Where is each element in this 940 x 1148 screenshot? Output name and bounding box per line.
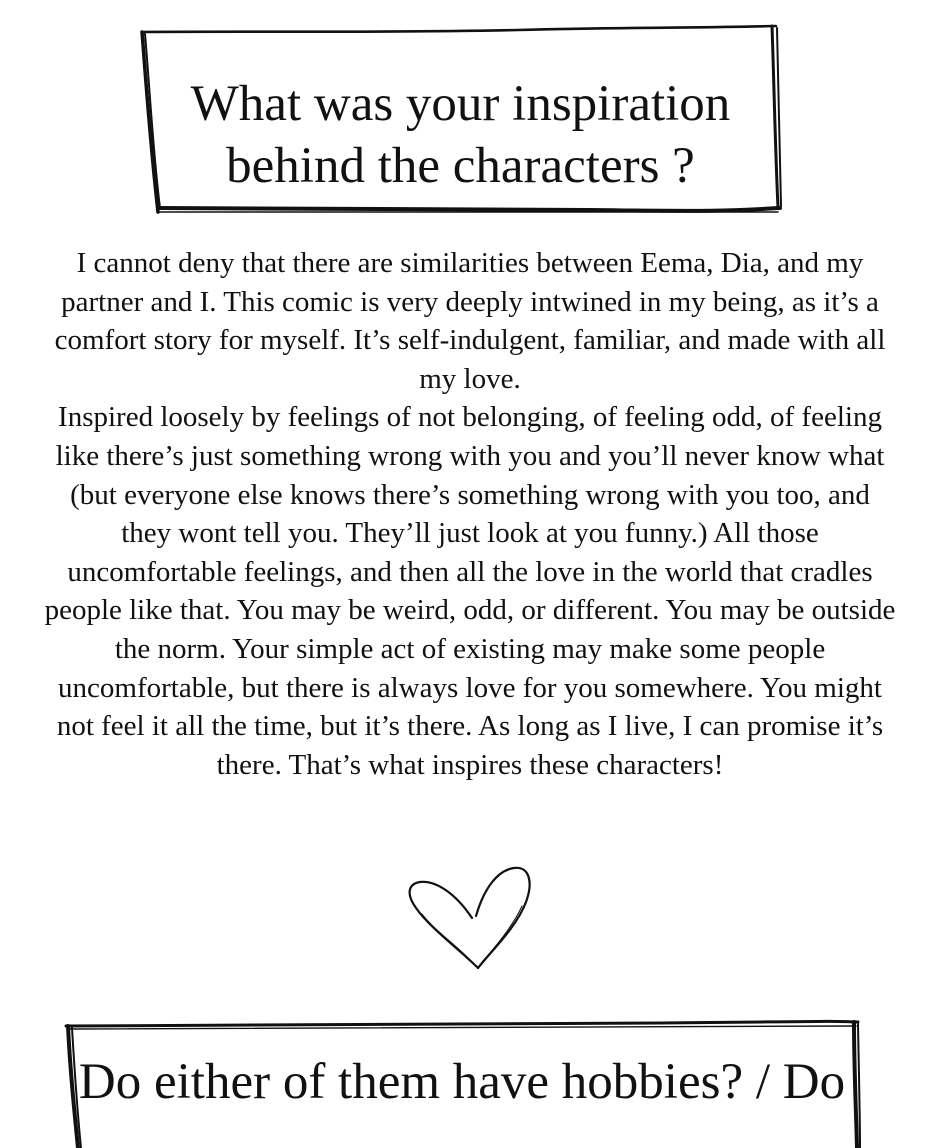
answer-text xyxy=(44,244,896,784)
answer-paragraph-1: I cannot deny that there are similarities between Eema, Dia, and my partner and I. This comic is very deeply intwined in my being, as it’s a comfort story for myself. It’s self-indulgent, familiar, and made with all my love. xyxy=(54,247,886,395)
answer-paragraph-2: Inspired loosely by feelings of not belonging, of feeling odd, of feeling like there’s just something wrong with you and you’ll never know what (but everyone else knows there’s something wrong with you too, and they wont tell you. They’ll just look at you funny.) All those uncomfortable feelings, and then all the love in the world that cradles people like that. You may be weird, odd, or different. You may be outside the norm. Your simple act of existing may make some people uncomfortable, but there is always love for you somewhere. You might not feel it all the time, but it’s there. As long as I live, I can promise it’s there. That’s what inspires these characters! xyxy=(44,401,896,781)
question-line-1: What was your inspiration xyxy=(190,76,731,132)
question-line-1: Do either of them have hobbies? / Do xyxy=(78,1054,846,1110)
question-box-hobbies xyxy=(62,1018,862,1148)
question-line-2: behind the characters ? xyxy=(226,138,695,194)
question-heading xyxy=(138,22,783,197)
heart-icon xyxy=(400,858,540,976)
question-box-inspiration xyxy=(138,22,783,214)
question-heading xyxy=(62,1018,862,1113)
